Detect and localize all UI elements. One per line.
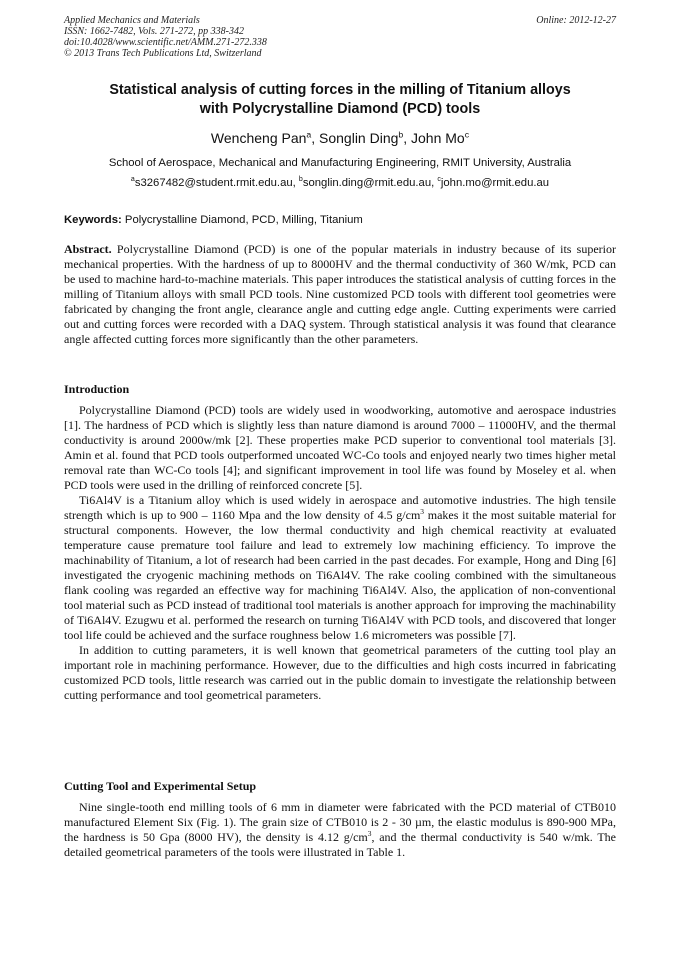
keywords [64,213,616,227]
abstract [64,242,616,347]
intro-paragraph-3: In addition to cutting parameters, it is well known that geometrical parameters of the cutting tool play an important role in machining performance. However, due to the difficulties and high costs incurred in fabricating customized PCD tools, little research was carried out in the public domain to investigate the relationship between cutting performance and tool geometrical parameters. [64,643,616,702]
journal-name: Applied Mechanics and Materials [64,15,200,26]
keywords-label: Keywords: [64,214,122,226]
author-list: Wencheng Pan$^a$, Songlin Ding$^b$, John Mo$^c$ [210,129,470,146]
copyright-line: © 2013 Trans Tech Publications Ltd, Switzerland [64,48,262,59]
title-line-2: with Polycrystalline Diamond (PCD) tools [199,101,481,117]
issn-line: ISSN: 1662-7482, Vols. 271-272, pp 338-342 [64,26,244,37]
online-date: Online: 2012-12-27 [536,15,616,26]
intro-p2-superscript: 3 [420,507,425,516]
intro-p2-part-a: Ti6Al4V is a Titanium alloy which is used widely in aerospace and automotive industries. The high tensile strength which is up to 900 – 1160 Mpa and the low density of 4.5 g/cm [64,493,616,522]
author-3: John Mo [411,130,465,146]
introduction-section [64,403,616,703]
email-1-mark: a [130,176,135,184]
affiliation: School of Aerospace, Mechanical and Manufacturing Engineering, RMIT University, Australia [108,157,572,169]
intro-paragraph-2 [64,493,616,643]
abstract-text: Polycrystalline Diamond (PCD) is one of the popular materials in industry because of its superior mechanical properties. With the hardness of up to 8000HV and the thermal conductivity of 360 W/mk, PCD can be used to machine hard-to-machine materials. This paper introduces the statistical analysis of cutting forces in the milling of Titanium alloys with small PCD tools. Nine customized PCD tools with different tool geometries were fabricated by changing the front angle, clearance angle and cutting edge angle. Cutting experiments were carried out and cutting forces were recorded with a DAQ system. Through statistical analysis it was found that clearance angle affected cutting forces more significantly than the other parameters. [64,242,617,346]
setup-section [64,800,616,860]
intro-p2-part-b: makes it the most suitable material for structural components. However, the low thermal conductivity and high chemical reactivity at evaluated temperature cause premature tool failure and lead to extremely low machining efficiency. To improve the machinability of Titanium, a lot of research had been carried in the past decades. For example, Hong and Ding [6] investigated the cryogenic machining methods on Ti6Al4V. The rake cooling combined with the simultaneous flank cooling was regarded an effective way for machining Ti6Al4V. Also, the application of non-conventional tool material such as PCD instead of traditional tool materials is another approach for improving the machinability of Ti6Al4V. Ezugwu et al. performed the research on turning Ti6Al4V with PCD tools, and discovered that longer tool life could be achieved and the surface roughness below 1.6 micrometers was possible [7]. [64,508,616,642]
setup-paragraph-1 [64,800,616,860]
doi-line: doi:10.4028/www.scientific.net/AMM.271-272.338 [64,37,267,48]
author-3-mark: c [464,129,470,140]
email-2: songlin.ding@rmit.edu.au, [302,177,435,189]
email-3: john.mo@rmit.edu.au [440,177,550,189]
title-line-1: Statistical analysis of cutting forces in the milling of Titanium alloys [109,82,571,98]
setup-p1-superscript: 3 [367,829,372,838]
author-2-mark: b [398,129,404,140]
intro-paragraph-1: Polycrystalline Diamond (PCD) tools are widely used in woodworking, automotive and aerospace industries [1]. The hardness of PCD which is slightly less than nature diamond is around 7000 – 11000HV, and the thermal conductivity is around 2000w/mk [2]. These properties make PCD superior to conventional tool materials [3]. Amin et al. found that PCD tools outperformed uncoated WC-Co tools and enjoyed nearly two times higher metal removal rate than WC-Co tools [4]; and significant improvement in tool life was found by Moseley et al. when PCD tools were used in the drilling of reinforced concrete [5]. [64,403,616,492]
journal-header [64,15,616,59]
setup-p1-part-a: Nine single-tooth end milling tools of 6 mm in diameter were fabricated with the PCD material of CTB010 manufactured Element Six (Fig. 1). The grain size of CTB010 is 2 - 30 µm, the elastic modulus is 890-900 MPa, the hardness is 50 Gpa (8000 HV), the density is 4.12 g/cm [64,800,616,844]
keywords-text: Polycrystalline Diamond, PCD, Milling, Titanium [124,214,363,226]
author-emails [64,176,616,190]
abstract-label: Abstract. [64,242,112,256]
introduction-heading: Introduction [64,382,130,396]
email-3-mark: c [437,176,441,184]
setup-heading: Cutting Tool and Experimental Setup [64,779,257,793]
author-1: Wencheng Pan [210,130,307,146]
email-2-mark: b [298,176,303,184]
paper-title [64,81,616,119]
email-1: s3267482@student.rmit.edu.au, [134,177,296,189]
author-1-mark: a [306,129,312,140]
setup-p1-part-b: , and the thermal conductivity is 540 w/mk. The detailed geometrical parameters of the tools were illustrated in Table 1. [64,830,616,859]
author-2: Songlin Ding [319,130,399,146]
